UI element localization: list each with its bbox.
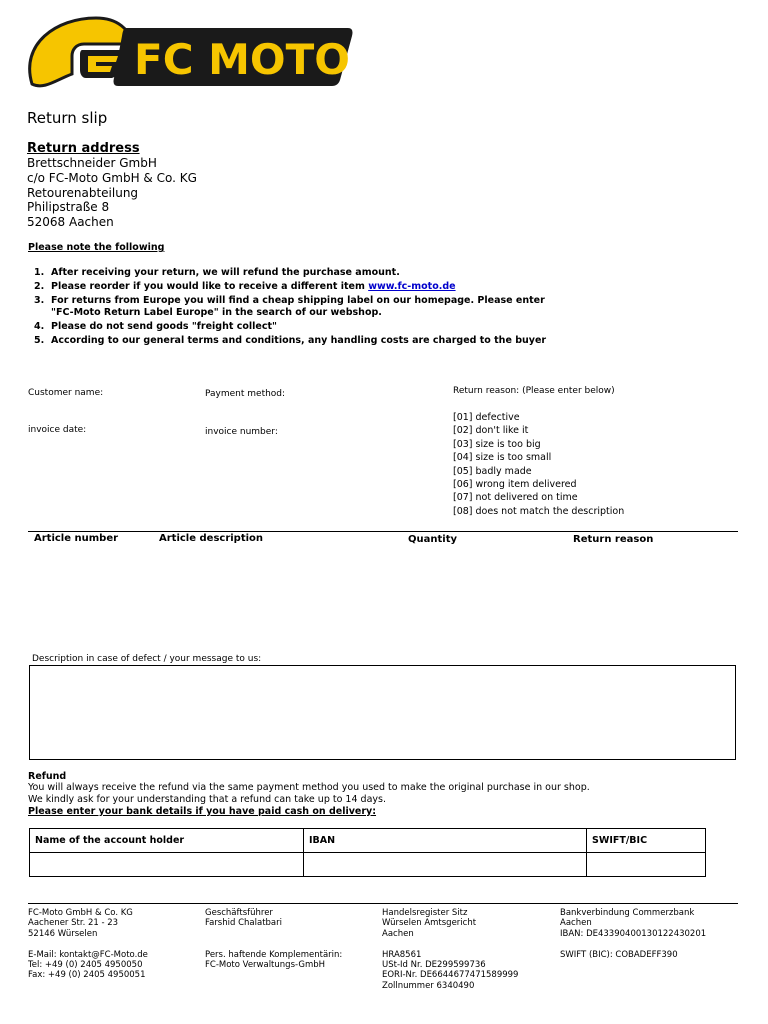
swift-field[interactable] <box>587 853 706 877</box>
refund-text <box>28 782 590 806</box>
note-item: 5. According to our general terms and conditions, any handling costs are charged to the buyer <box>34 334 547 346</box>
notes-heading: Please note the following <box>28 242 165 253</box>
reason-code: [03] size is too big <box>453 438 541 450</box>
table-row <box>30 829 706 853</box>
address-line: Philipstraße 8 <box>27 200 110 215</box>
invoice-date-label: invoice date: <box>28 425 87 435</box>
logo-wordmark: FC MOTO <box>134 35 350 84</box>
message-label: Description in case of defect / your message to us: <box>32 654 262 664</box>
footer-company: FC-Moto GmbH & Co. KG Aachener Str. 21 - 23 52146 Würselen E-Mail: kontakt@FC-Moto.de Tel: +49 (0) 2405 4950050 Fax: +49 (0) 2405 4950051 <box>28 908 148 981</box>
refund-heading: Refund <box>28 771 67 782</box>
bank-details-table <box>29 828 706 877</box>
return-reason-codes <box>453 411 624 518</box>
return-reason-label: Return reason: (Please enter below) <box>453 386 615 396</box>
invoice-number-label: invoice number: <box>205 427 278 437</box>
address-line: Brettschneider GmbH <box>27 156 157 170</box>
reason-code: [05] badly made <box>453 465 532 477</box>
refund-line: We kindly ask for your understanding that a refund can take up to 14 days. <box>28 794 386 805</box>
helmet-logo-icon <box>26 14 356 100</box>
address-line: 52068 Aachen <box>27 215 114 230</box>
address-line: Retourenabteilung <box>27 185 139 200</box>
footer-divider <box>28 903 738 904</box>
fc-moto-link[interactable]: www.fc-moto.de <box>368 280 456 292</box>
note-item: 4. Please do not send goods "freight collect" <box>34 320 277 332</box>
reason-code: [08] does not match the description <box>453 505 625 517</box>
col-article-description: Article description <box>159 533 264 544</box>
message-box[interactable] <box>29 665 736 760</box>
payment-method-label: Payment method: <box>205 389 286 399</box>
note-item: 1. After receiving your return, we will refund the purchase amount. <box>34 267 400 278</box>
footer-register: Handelsregister Sitz Würselen Amtsgericht Aachen HRA8561 USt-Id Nr. DE299599736 EORI-Nr. DE6644677471589999 Zollnummer 6340490 <box>382 908 519 991</box>
note-item: 2. Please reorder if you would like to receive a different item www.fc-moto.de <box>34 280 456 292</box>
reason-code: [02] don't like it <box>453 425 529 437</box>
bank-details-note: Please enter your bank details if you have paid cash on delivery: <box>28 806 377 817</box>
page-title: Return slip <box>27 109 108 127</box>
footer-bank: Bankverbindung Commerzbank Aachen IBAN: DE43390400130122430201 SWIFT (BIC): COBADEFF390 <box>560 908 707 960</box>
notes-list <box>34 267 554 349</box>
reason-code: [04] size is too small <box>453 452 552 464</box>
return-address <box>27 156 197 230</box>
refund-line: You will always receive the refund via the same payment method you used to make the original purchase in our shop. <box>28 782 590 793</box>
account-holder-header: Name of the account holder <box>30 829 304 853</box>
footer-management: Geschäftsführer Farshid Chalatbari Pers. haftende Komplementärin: FC-Moto Verwaltungs-GmbH <box>205 908 343 970</box>
reason-code: [06] wrong item delivered <box>453 479 577 491</box>
col-return-reason: Return reason <box>573 534 654 545</box>
iban-field[interactable] <box>304 853 587 877</box>
iban-header: IBAN <box>304 829 587 853</box>
reason-code: [07] not delivered on time <box>453 492 578 504</box>
col-article-number: Article number <box>34 533 119 544</box>
fc-moto-logo <box>26 14 356 100</box>
note-item: 3. For returns from Europe you will find a cheap shipping label on our homepage. Please enter "FC-Moto Return Label Europe" in the search of our webshop. <box>34 294 545 318</box>
swift-header: SWIFT/BIC <box>587 829 706 853</box>
articles-divider <box>28 531 738 532</box>
col-quantity: Quantity <box>408 534 457 545</box>
customer-name-label: Customer name: <box>28 388 104 398</box>
reason-code: [01] defective <box>453 412 520 423</box>
table-row <box>30 853 706 877</box>
return-address-heading: Return address <box>27 141 140 156</box>
account-holder-field[interactable] <box>30 853 304 877</box>
address-line: c/o FC-Moto GmbH & Co. KG <box>27 170 197 185</box>
